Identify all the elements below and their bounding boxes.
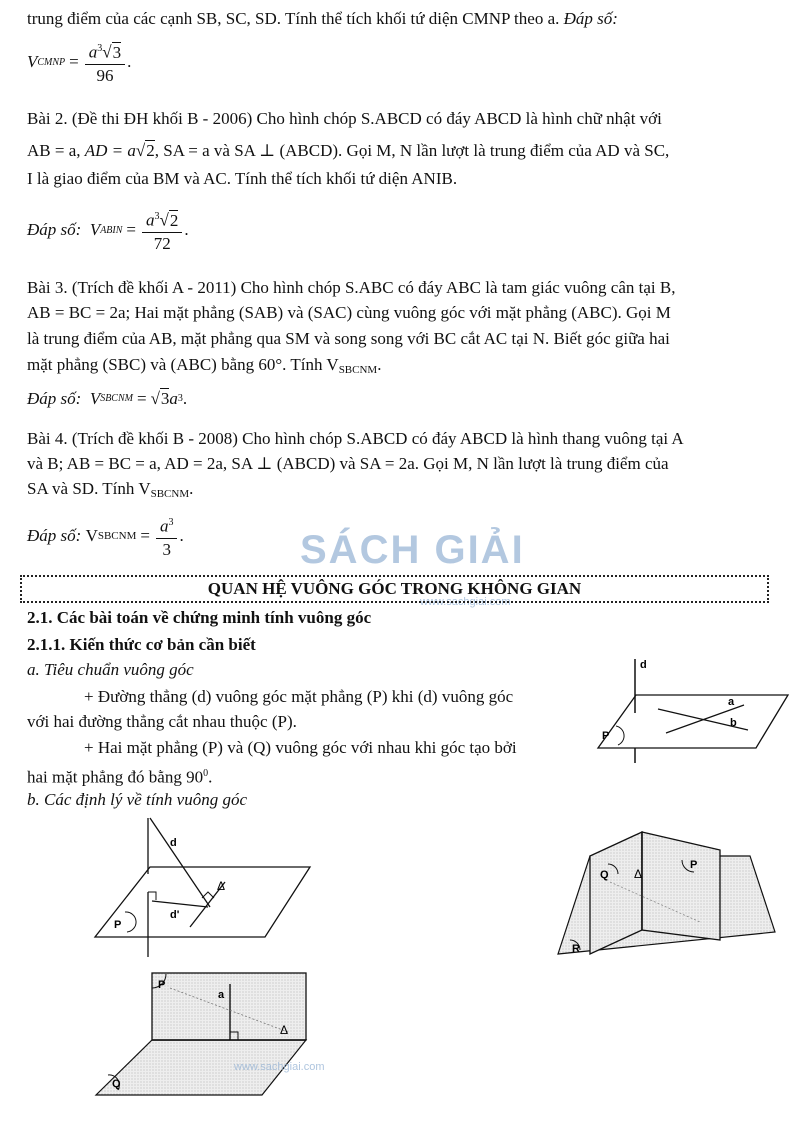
bai2-rest: , SA = a và SA ⊥ (ABCD). Gọi M, N lần lượt là trung điểm của AD và SC, <box>154 141 670 160</box>
heading-2-1-1: 2.1.1. Kiến thức cơ bản cần biết <box>27 635 256 654</box>
fig4-label-P: P <box>158 979 166 991</box>
heading-2-1: 2.1. Các bài toán về chứng minh tính vuông góc <box>27 608 372 627</box>
bai3-line-4: mặt phẳng (SBC) và (ABC) bằng 60°. Tính VSBCNM. <box>27 355 382 376</box>
fig4-label-Q: Q <box>112 1078 121 1090</box>
ans4-sub: SBCNM <box>97 530 137 543</box>
fig3-label-delta: Δ <box>634 867 643 881</box>
para2-exp: 0 <box>203 768 209 779</box>
figure-line-perp-plane <box>566 653 796 768</box>
para1-line-2: với hai đường thẳng cắt nhau thuộc (P). <box>27 712 297 731</box>
bai2-rad: 2 <box>146 141 155 160</box>
figure-three-perpendiculars <box>90 812 320 962</box>
heading-b: b. Các định lý về tính vuông góc <box>27 790 248 809</box>
ans2-v: V <box>89 220 101 240</box>
ans3-exp: 3 <box>177 393 183 404</box>
fig1-label-P: P <box>602 730 610 742</box>
ans4-label: Đáp số: <box>27 526 82 546</box>
ans1-sub: CMNP <box>37 56 66 68</box>
text-line1: trung điểm của các cạnh SB, SC, SD. Tính thể tích khối tứ diện CMNP theo a. <box>27 9 560 28</box>
ans4-tail: . <box>179 526 184 546</box>
fig1-label-a: a <box>728 696 735 708</box>
figure-plane-perp-intersection <box>92 970 325 1098</box>
ans2-eq: = <box>126 220 137 240</box>
bai2-ad: AD = a <box>84 141 136 160</box>
bai2-line-2: AB = a, AD = a√2, SA = a và SA ⊥ (ABCD). Gọi M, N lần lượt là trung điểm của AD và SC, <box>27 141 670 160</box>
watermark-logo: SÁCH GIẢI <box>300 528 525 572</box>
fig4-label-delta: Δ <box>280 1023 289 1037</box>
ans1-v: V <box>27 52 38 72</box>
watermark-url: www.sachgiai.com <box>420 596 511 608</box>
ans2-tail: . <box>184 220 189 240</box>
ans4-num-base: a <box>159 516 169 536</box>
heading-a: a. Tiêu chuẩn vuông góc <box>27 660 194 679</box>
fig2-label-d: d <box>170 837 177 849</box>
ans2-num-base: a <box>146 210 155 230</box>
answer-4 <box>27 512 184 561</box>
bai2-line-1: Bài 2. (Đề thi ĐH khối B - 2006) Cho hình chóp S.ABCD có đáy ABCD là hình chữ nhật với <box>27 109 662 128</box>
ans2-num-rad: 2 <box>169 210 179 230</box>
watermark-url-bottom: www.sachgiai.com <box>234 1061 325 1073</box>
bai3-line-2: AB = BC = 2a; Hai mặt phẳng (SAB) và (SAC) cùng vuông góc với mặt phẳng (ABC). Gọi M <box>27 303 671 322</box>
ans3-sub: SBCNM <box>100 393 133 404</box>
fig3-label-Q: Q <box>600 869 609 881</box>
line-1 <box>27 8 618 30</box>
answer-1 <box>27 38 131 87</box>
figure-two-planes-perp <box>550 822 790 962</box>
fig1-label-d: d <box>640 659 647 671</box>
ans1-tail: . <box>127 52 132 72</box>
fig1-label-b: b <box>730 717 737 729</box>
ans3-rad: 3 <box>160 389 170 408</box>
ans3-eq: = <box>136 388 147 408</box>
bai3-line-4-text: mặt phẳng (SBC) và (ABC) bằng 60°. Tính V <box>27 355 339 374</box>
fig2-label-delta: Δ <box>217 879 226 893</box>
bai4-line-3-text: SA và SD. Tính V <box>27 479 151 498</box>
answer-3: Đáp số: V SBCNM = √ 3 a 3 . <box>27 388 188 408</box>
fig2-label-P: P <box>114 919 122 931</box>
para1-line-1: + Đường thẳng (d) vuông góc mặt phẳng (P) khi (d) vuông góc <box>84 687 514 706</box>
ans4-num-exp: 3 <box>168 517 174 528</box>
fig3-label-P: P <box>690 859 698 871</box>
fig3-label-R: R <box>572 943 580 955</box>
ans4-fraction <box>156 512 178 561</box>
ans4-den: 3 <box>162 539 171 559</box>
ans1-den: 96 <box>96 65 114 85</box>
bai3-sub: SBCNM <box>338 364 378 376</box>
ans4-v: V <box>85 526 98 546</box>
bai4-sub: SBCNM <box>150 488 190 500</box>
answer-label-1: Đáp số: <box>563 9 618 28</box>
bai4-line-1: Bài 4. (Trích đề khối B - 2008) Cho hình chóp S.ABCD có đáy ABCD là hình thang vuông tại A <box>27 429 684 448</box>
ans2-label: Đáp số: <box>27 220 82 240</box>
para2-line-2: hai mặt phẳng đó bằng $90^0$. <box>27 767 213 787</box>
para2-line-2-text: hai mặt phẳng đó bằng 90 <box>27 767 204 787</box>
bai4-line-3: SA và SD. Tính VSBCNM. <box>27 479 194 500</box>
section-banner: QUAN HỆ VUÔNG GÓC TRONG KHÔNG GIAN <box>20 575 769 603</box>
bai2-ab: AB = a, <box>27 141 81 160</box>
fig4-label-a: a <box>218 989 225 1001</box>
answer-2 <box>27 206 189 255</box>
ans3-tail: . <box>182 388 188 408</box>
ans1-num-exp: 3 <box>97 43 103 54</box>
ans4-eq: = <box>140 526 150 546</box>
ans3-label: Đáp số: <box>27 388 82 408</box>
fig2-label-dprime: d' <box>170 909 180 921</box>
ans2-den: 72 <box>153 233 171 253</box>
ans2-sub: ABIN <box>100 224 123 236</box>
ans1-fraction: $\frac{a^3√3}{96}$ <box>85 38 125 87</box>
bai2-line-3: I là giao điểm của BM và AC. Tính thể tích khối tứ diện ANIB. <box>27 169 458 188</box>
bai4-line-2: và B; AB = BC = a, AD = 2a, SA ⊥ (ABCD) và SA = 2a. Gọi M, N lần lượt là trung điểm của <box>27 454 669 473</box>
bai3-line-1: Bài 3. (Trích đề khối A - 2011) Cho hình chóp S.ABC có đáy ABC là tam giác vuông cân tại B, <box>27 278 676 297</box>
ans1-num-rad: 3 <box>112 42 122 62</box>
ans1-num-base: a <box>88 42 98 62</box>
ans2-fraction: $\frac{a^3√2}{72}$ <box>142 206 182 255</box>
bai3-line-3: là trung điểm của AB, mặt phẳng qua SM và song song với BC cắt AC tại N. Biết góc giữa hai <box>27 329 670 348</box>
ans3-a: a <box>169 388 178 408</box>
ans2-num-exp: 3 <box>154 211 160 222</box>
ans1-eq: = <box>69 52 79 72</box>
para2-line-1: + Hai mặt phẳng (P) và (Q) vuông góc với nhau khi góc tạo bởi <box>84 738 517 757</box>
ans3-v: V <box>89 388 101 408</box>
